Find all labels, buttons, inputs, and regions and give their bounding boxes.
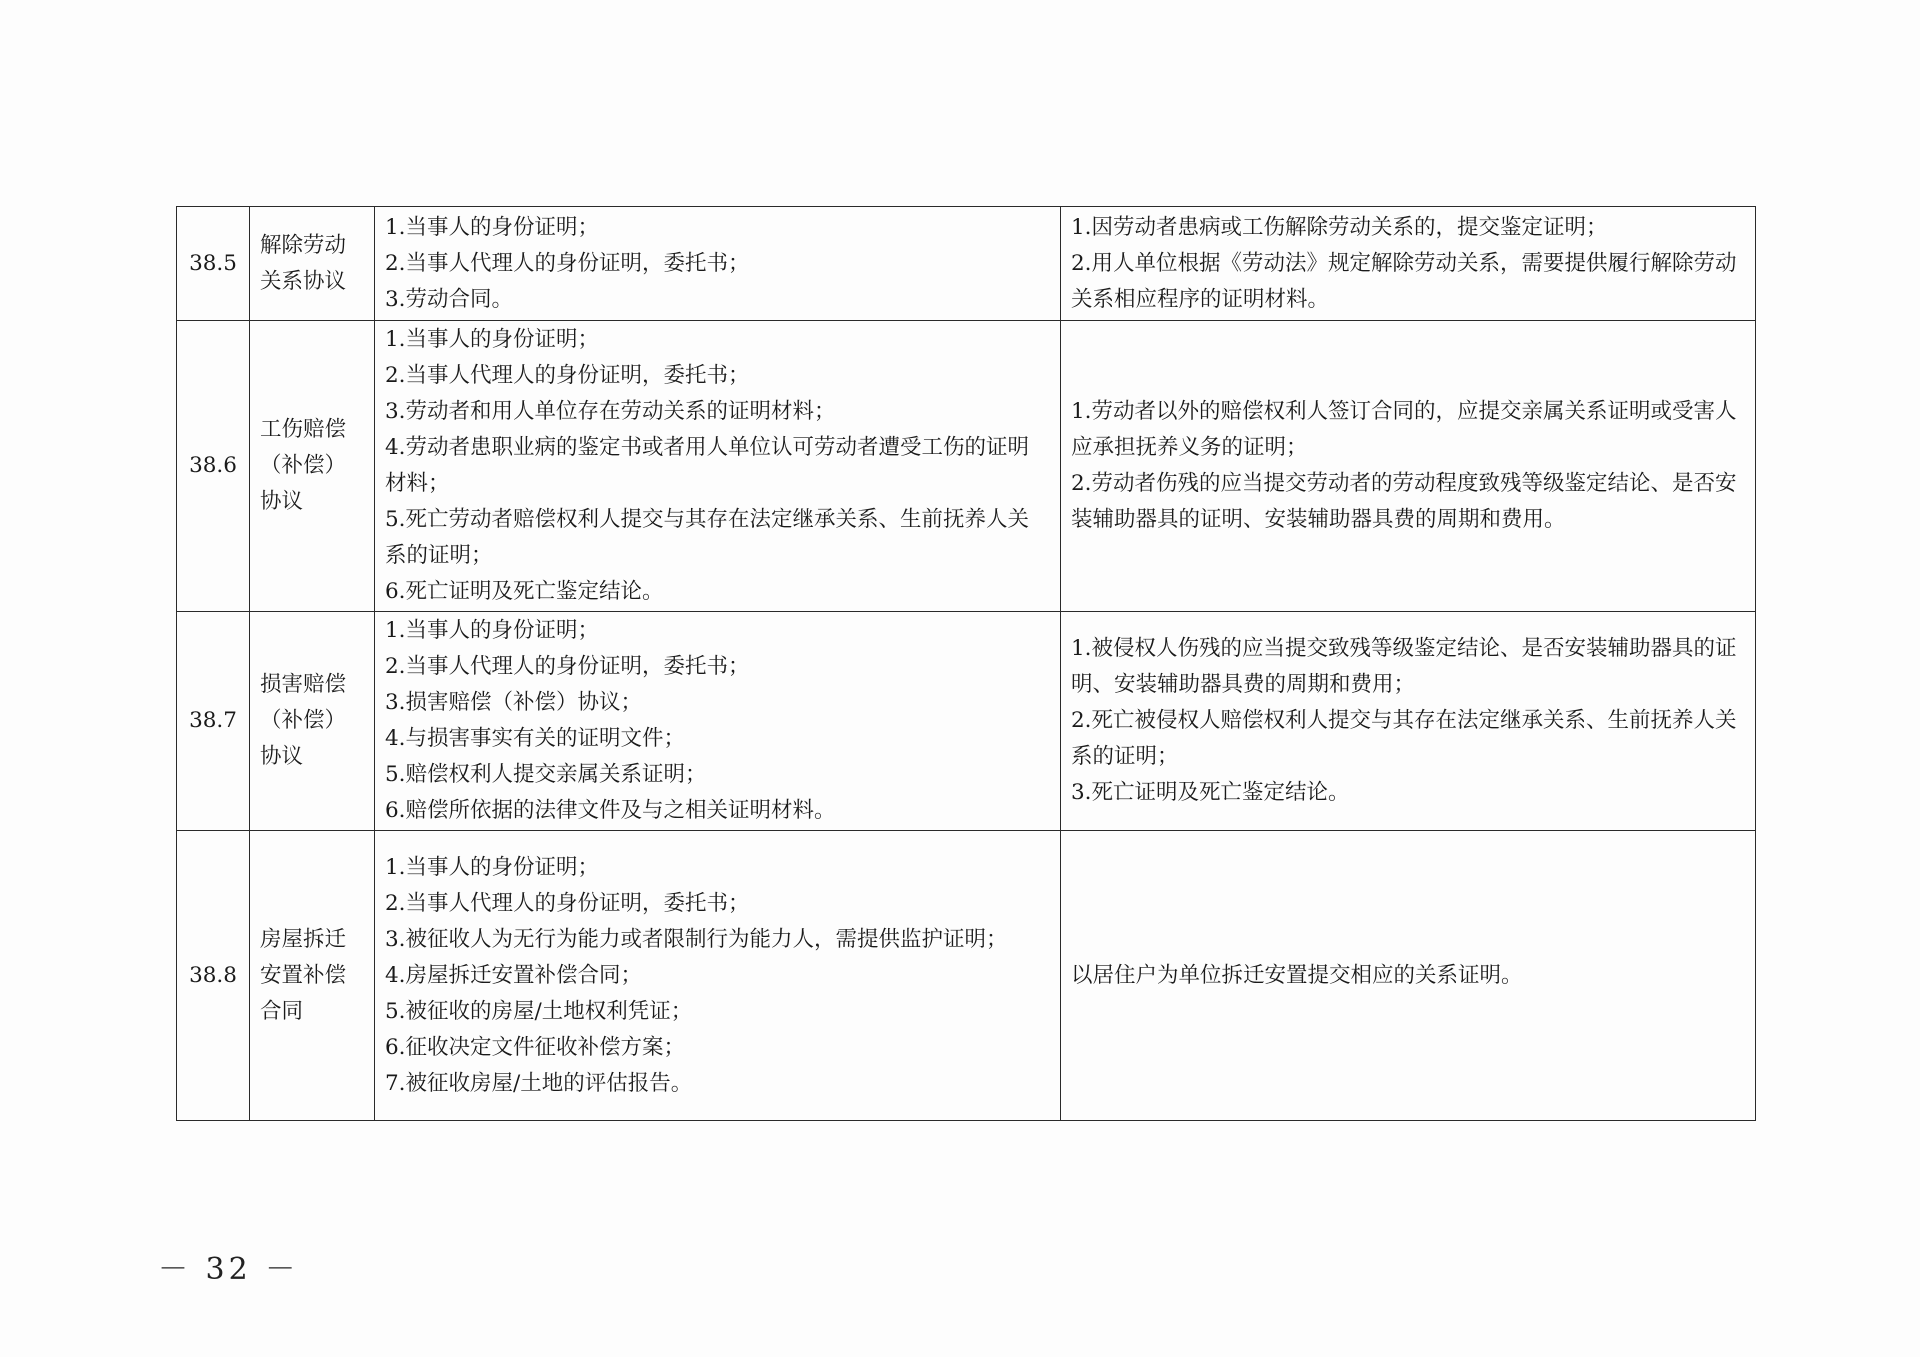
materials-cell (375, 612, 1061, 831)
item-name-line: 安置补偿 (260, 962, 347, 988)
materials-line: 2.当事人代理人的身份证明，委托书； (385, 654, 750, 679)
item-name-line: （补偿） (260, 708, 347, 733)
row-number: 38.6 (177, 321, 250, 612)
materials-line: 3.被征收人为无行为能力或者限制行为能力人，需提供监护证明； (385, 926, 1008, 952)
notes-cell (1061, 321, 1756, 612)
notes-line: 2.劳动者伤残的应当提交劳动者的劳动程度致残等级鉴定结论、是否安装辅助器具的证明、安装辅助器具费的周期和费用。 (1071, 471, 1737, 532)
materials-line: 2.当事人代理人的身份证明，委托书； (385, 250, 750, 276)
materials-line: 6.赔偿所依据的法律文件及与之相关证明材料。 (385, 798, 836, 823)
materials-line: 3.劳动合同。 (385, 286, 514, 312)
item-name-line: （补偿） (260, 453, 347, 478)
materials-cell (375, 321, 1061, 612)
materials-cell (375, 831, 1061, 1121)
materials-line: 2.当事人代理人的身份证明，委托书； (385, 890, 750, 916)
notes-cell (1061, 831, 1756, 1121)
page-number: － 32 － (158, 1252, 300, 1287)
notes-line: 1.劳动者以外的赔偿权利人签订合同的，应提交亲属关系证明或受害人应承担抚养义务的证明； (1071, 399, 1737, 460)
item-name-line: 协议 (260, 489, 304, 514)
materials-line: 5.死亡劳动者赔偿权利人提交与其存在法定继承关系、生前抚养人关系的证明； (385, 507, 1030, 568)
notes-line: 1.被侵权人伤残的应当提交致残等级鉴定结论、是否安装辅助器具的证明、安装辅助器具费的周期和费用； (1071, 636, 1737, 697)
materials-line: 4.房屋拆迁安置补偿合同； (385, 962, 643, 988)
notes-cell (1061, 207, 1756, 321)
materials-line: 4.与损害事实有关的证明文件； (385, 726, 686, 751)
notes-line: 1.因劳动者患病或工伤解除劳动关系的，提交鉴定证明； (1071, 214, 1608, 240)
item-name-line: 工伤赔偿 (260, 417, 347, 442)
item-name-line: 损害赔偿 (260, 672, 347, 697)
table-row (177, 207, 1756, 321)
materials-line: 4.劳动者患职业病的鉴定书或者用人单位认可劳动者遭受工伤的证明材料； (385, 435, 1030, 496)
item-name-line: 关系协议 (260, 268, 347, 294)
notes-cell (1061, 612, 1756, 831)
item-name-line: 房屋拆迁 (260, 926, 347, 952)
row-number: 38.7 (177, 612, 250, 831)
table-row (177, 612, 1756, 831)
materials-line: 5.被征收的房屋/土地权利凭证； (385, 998, 693, 1024)
item-name (250, 207, 375, 321)
notes-line: 2.用人单位根据《劳动法》规定解除劳动关系，需要提供履行解除劳动关系相应程序的证明材料。 (1071, 250, 1737, 312)
item-name-line: 解除劳动 (260, 232, 347, 258)
row-number: 38.8 (177, 831, 250, 1121)
requirements-table (176, 206, 1756, 1121)
materials-line: 6.征收决定文件征收补偿方案； (385, 1034, 686, 1060)
materials-line: 3.劳动者和用人单位存在劳动关系的证明材料； (385, 399, 836, 424)
item-name-line: 协议 (260, 744, 304, 769)
item-name-line: 合同 (260, 998, 304, 1024)
item-name (250, 612, 375, 831)
row-number: 38.5 (177, 207, 250, 321)
materials-line: 5.赔偿权利人提交亲属关系证明； (385, 762, 707, 787)
notes-line: 2.死亡被侵权人赔偿权利人提交与其存在法定继承关系、生前抚养人关系的证明； (1071, 708, 1737, 769)
materials-line: 1.当事人的身份证明； (385, 854, 600, 880)
materials-line: 1.当事人的身份证明； (385, 214, 600, 240)
notes-line: 以居住户为单位拆迁安置提交相应的关系证明。 (1071, 962, 1523, 988)
materials-line: 6.死亡证明及死亡鉴定结论。 (385, 579, 664, 604)
item-name (250, 321, 375, 612)
materials-line: 7.被征收房屋/土地的评估报告。 (385, 1070, 693, 1096)
materials-line: 1.当事人的身份证明； (385, 618, 600, 643)
notes-line: 3.死亡证明及死亡鉴定结论。 (1071, 780, 1350, 805)
materials-cell (375, 207, 1061, 321)
item-name (250, 831, 375, 1121)
materials-line: 1.当事人的身份证明； (385, 327, 600, 352)
materials-line: 2.当事人代理人的身份证明，委托书； (385, 363, 750, 388)
table-row (177, 321, 1756, 612)
table-row (177, 831, 1756, 1121)
materials-line: 3.损害赔偿（补偿）协议； (385, 690, 643, 715)
